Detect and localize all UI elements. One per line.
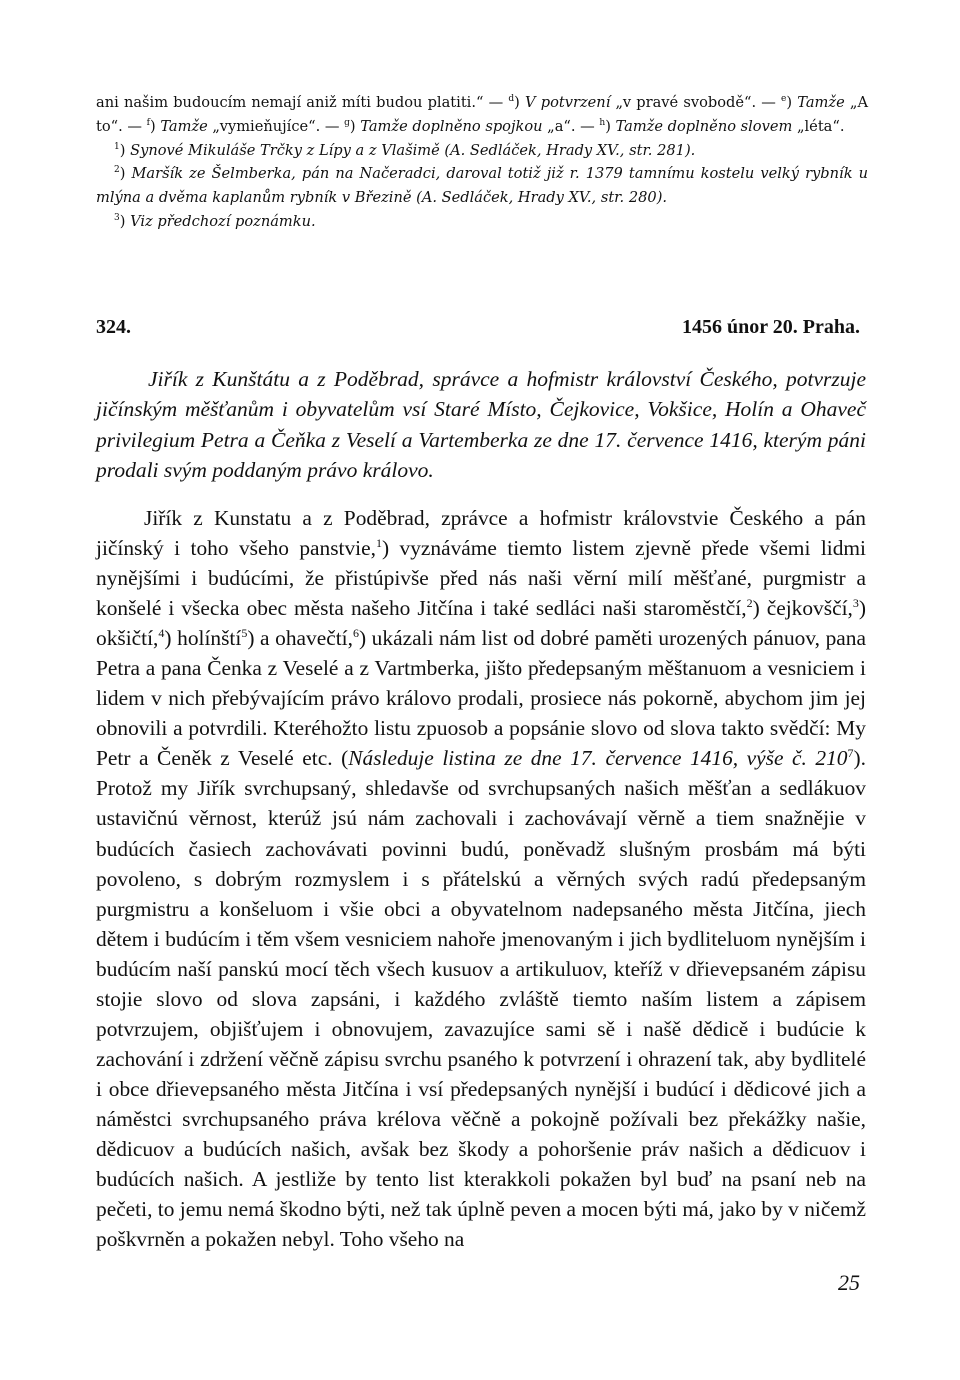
footnote-mark: 3 bbox=[114, 212, 120, 223]
footnote-ref: 2 bbox=[746, 596, 753, 611]
note-text: „v pravé svobodě“. — bbox=[610, 94, 782, 111]
note-text: „vymieňujíce“. — bbox=[207, 117, 345, 135]
document-number: 324. bbox=[96, 316, 131, 338]
body-paragraph bbox=[96, 503, 866, 1254]
footnote-text: Maršík ze Šelmberka, pán na Načeradci, daroval totiž již r. 1379 tamnímu kostelu velký rybník u mlýna a dvěma kaplanům rybník v Březině (A. Sedláček, Hrady XV., str. 280). bbox=[96, 165, 868, 207]
body-text-italic: Následuje listina ze dne 17. července 1416, výše č. 210 bbox=[348, 746, 848, 771]
body-text: ). Protož my Jiřík svrchupsaný, shledavše od svrchupsaných našich měšťan a sedlákuov ustavičnú věrnost, kterúž jsú nám zachovali i zachovávají věrně a tiem snažnějie v budúcích časiech zachovávati povinni budú, poněvadž slušným prosbám má býti povoleno, s dobrým rozmyslem i s přátelskú a věrných svých radú předepsaným purgmistru a konšeluom i všie obci a obyvatelnom nadepsaného města Jitčína, jiech dětem i budúcím i těm všem vesniciem nahoře jmenovaným i jich bydliteluom nynějším i budúcím naší panskú mocí těch všech kusuov a artikuluov, kteříž v dřievepsaném zápisu stojie slovo od slova zapsáni, i každého zvláště tiemto naším listem a zápisem potvrzujem, objišťujem i obnovujem, zavazujíce sami sě i našě dědicě i budúcie k zachování i zdržení věčně zápisu svrchu psaného k potvrzení i ohrazení tak, aby bydlitelé i obce dřievepsaného města Jitčína i vsí předepsaných nynější i budúcí i dědicové jich a náměstci svrchupsaného práva krélova věčně a pokojně požívali bez překážky našie, dědicuov a budúcích našich, avšak bez škody a pohoršenie práv našich a dědicuov i budúcích našich. A jestliže by tento list kterakkoli pokažen byl buď na psaní neb na pečeti, to jemu nemá škodno býti, než tak úplně peven a mocen býti má, jako by v ničemž poškvrněn a pokažen nebyl. Toho všeho na bbox=[96, 746, 866, 1252]
note-text: Tamže doplněno spojkou bbox=[360, 117, 543, 135]
note-mark: f bbox=[146, 117, 150, 128]
footnote-text: Viz předchozí poznámku. bbox=[130, 212, 316, 230]
body-text: ) okšičtí, bbox=[96, 596, 866, 651]
note-mark: g bbox=[344, 117, 350, 128]
note-text: Tamže bbox=[160, 117, 208, 135]
footnote-ref: 1 bbox=[375, 536, 382, 551]
note-text: Tamže doplněno slovem bbox=[615, 117, 793, 135]
footnotes-previous bbox=[96, 91, 868, 234]
regest-text: Jiřík z Kunštátu a z Poděbrad, správce a hofmistr království Českého, potvrzuje jičínským měšťanům i obyvatelům vsí Staré Místo, Čejkovice, Vokšice, Holín a Ohaveč privilegium Petra a Čeňka z Veselí a Vartemberka ze dne 17. července 1416, kterým páni prodali svým poddaným právo královo. bbox=[96, 367, 866, 482]
note-text: ) bbox=[786, 94, 798, 111]
body-text: Jiřík z Kunstatu a z Poděbrad, zprávce a hofmistr královstvie Českého a pán jičínský i toho všeho panstvie, bbox=[96, 506, 866, 561]
note-text: Tamže bbox=[797, 94, 845, 111]
variant-notes bbox=[96, 91, 868, 139]
body-text: ) holínští bbox=[164, 626, 242, 651]
note-text: ) bbox=[514, 94, 526, 111]
footnote-ref: 5 bbox=[241, 626, 248, 641]
footnote-2: $^2$) Maršík ze Šelmberka, pán na Načeradci, daroval totiž již r. 1379 tamnímu kostelu velký rybník u mlýna a dvěma kaplanům rybník v Březině (A. Sedláček, Hrady XV., str. 280). bbox=[96, 165, 868, 207]
footnote-3: $^3$) Viz předchozí poznámku. bbox=[114, 212, 316, 230]
body-text: ) vyznáváme tiemto listem zjevně přede všemi lidmi nynějšími i budúcími, že přistúpivše před nás naši věrní milí měšťané, purgmistr a konšelé i všecka obec města našeho Jitčína i také sedláci naši staroměstčí, bbox=[96, 536, 866, 621]
footnote-text: Synové Mikuláše Trčky z Lípy a z Vlašimě (A. Sedláček, Hrady XV., str. 281). bbox=[130, 141, 696, 159]
page-number: 25 bbox=[838, 1270, 860, 1295]
note-text: „a“. — bbox=[542, 117, 600, 135]
document-body bbox=[96, 503, 866, 1254]
note-mark: e bbox=[781, 94, 787, 104]
footnote-ref: 3 bbox=[852, 596, 859, 611]
footnote-mark: 2 bbox=[114, 165, 120, 176]
body-text: ) a ohavečtí, bbox=[247, 626, 353, 651]
note-text: „A to“. — bbox=[96, 94, 868, 135]
note-mark: d bbox=[508, 94, 515, 104]
document-date-place: 1456 únor 20. Praha. bbox=[682, 316, 860, 338]
body-text: ) čejkovščí, bbox=[752, 596, 853, 621]
note-mark: h bbox=[599, 117, 606, 128]
note-text: ) bbox=[349, 117, 361, 135]
note-text: ) bbox=[149, 117, 161, 135]
note-text: ) bbox=[605, 117, 616, 135]
footnote-ref: 4 bbox=[158, 626, 165, 641]
footnote-ref: 7 bbox=[847, 746, 854, 761]
document-heading bbox=[96, 316, 860, 344]
body-text: ) ukázali nám list od dobré paměti urozených pánuov, pana Petra a pana Čenka z Veselé a z Vartmberka, jišto předepsaným měštanuom a vesniciem i lidem v nich přebývajícím právo královo prodali, prosiece nás pokorně, abychom jim jej obnovili a potvrdili. Kteréhožto listu zpuosob a popsánie slovo od slova takto svědčí: My Petr a Čeněk z Veselé etc. ( bbox=[96, 626, 866, 771]
note-text: V potvrzení bbox=[525, 94, 611, 111]
footnote-ref: 6 bbox=[352, 626, 359, 641]
note-text: ani našim budoucím nemají aniž míti budou platiti.“ — bbox=[96, 94, 509, 111]
footnote-1: $^1$) Synové Mikuláše Trčky z Lípy a z Vlašimě (A. Sedláček, Hrady XV., str. 281). bbox=[114, 141, 696, 159]
footnote-mark: 1 bbox=[114, 141, 120, 152]
regest bbox=[96, 364, 866, 485]
note-text: „léta“. bbox=[792, 117, 845, 135]
